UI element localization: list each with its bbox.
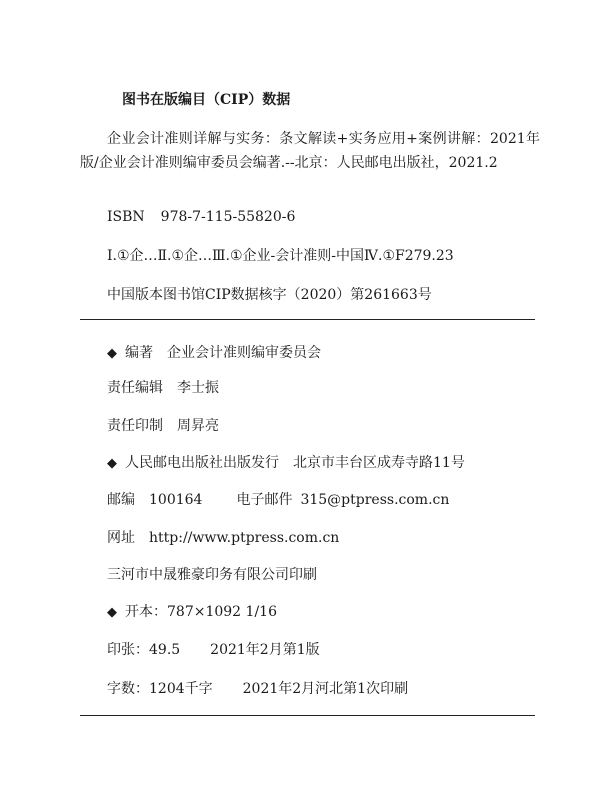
word-count-line <box>107 680 408 698</box>
bottom-divider <box>80 715 535 716</box>
publisher-name: 人民邮电出版社出版发行 <box>125 455 279 471</box>
diamond-icon: ◆ <box>107 456 117 471</box>
publisher-address: 北京市丰台区成寿寺路11号 <box>293 455 465 471</box>
format-line <box>107 603 277 622</box>
printer-line: 三河市中晟雅豪印务有限公司印刷 <box>107 567 317 583</box>
sheets-value: 49.5 <box>149 642 181 658</box>
printing-editor-name: 周昇亮 <box>177 418 219 434</box>
website-line <box>107 529 339 547</box>
email-value: 315@ptpress.com.cn <box>300 492 450 508</box>
author-label: 编著 <box>125 345 153 361</box>
diamond-icon: ◆ <box>107 605 117 620</box>
printing-editor-label: 责任印制 <box>107 418 163 434</box>
top-divider <box>80 319 535 320</box>
cip-paragraph <box>80 127 540 175</box>
sheets-label: 印张： <box>107 642 149 658</box>
editor-name: 李士振 <box>177 380 219 396</box>
postcode-value: 100164 <box>149 492 203 508</box>
edition-value: 2021年2月第1版 <box>210 642 320 658</box>
email-label: 电子邮件 <box>236 492 293 508</box>
author-name: 企业会计准则编审委员会 <box>167 345 321 361</box>
format-label: 开本： <box>125 604 167 620</box>
contact-line <box>107 491 449 509</box>
website-label: 网址 <box>107 530 135 546</box>
cip-record-line: 中国版本图书馆CIP数据核字（2020）第261663号 <box>107 287 432 303</box>
editor-label: 责任编辑 <box>107 380 163 396</box>
diamond-icon: ◆ <box>107 346 117 361</box>
print-run-value: 2021年2月河北第1次印刷 <box>242 681 409 697</box>
printing-editor-line <box>107 417 219 435</box>
format-value: 787×1092 1/16 <box>167 604 277 620</box>
word-count-label: 字数： <box>107 681 149 697</box>
word-count-value: 1204千字 <box>149 681 213 697</box>
isbn-label: ISBN <box>107 209 145 225</box>
author-line <box>107 344 321 363</box>
publisher-line <box>107 454 465 473</box>
isbn-value: 978-7-115-55820-6 <box>160 209 296 225</box>
sheets-line <box>107 641 320 659</box>
postcode-label: 邮编 <box>107 492 135 508</box>
website-value: http://www.ptpress.com.cn <box>149 530 340 546</box>
classification-line: Ⅰ.①企…Ⅱ.①企…Ⅲ.①企业-会计准则-中国Ⅳ.①F279.23 <box>107 248 454 264</box>
editor-line <box>107 379 219 397</box>
isbn-line <box>107 208 295 226</box>
cip-paragraph-text: 企业会计准则详解与实务：条文解读+实务应用+案例讲解：2021年版/企业会计准则编审委员会编著.--北京：人民邮电出版社，2021.2 <box>80 131 540 171</box>
cip-title: 图书在版编目（CIP）数据 <box>122 92 291 108</box>
